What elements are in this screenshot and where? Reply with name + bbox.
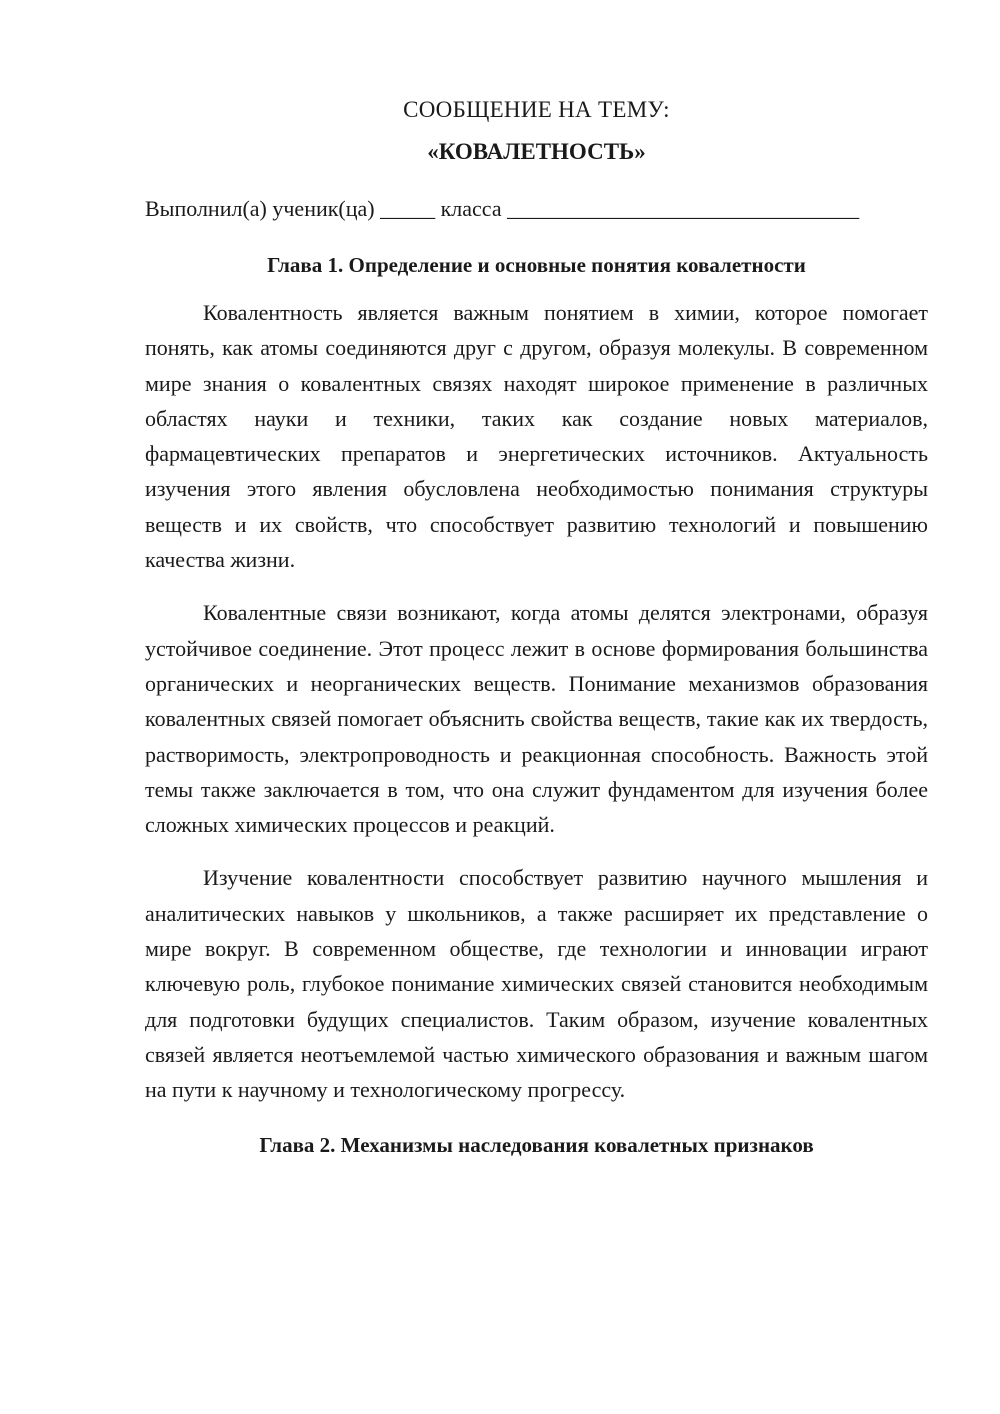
chapter-1-paragraph-2: Ковалентные связи возникают, когда атомы делятся электронами, образуя устойчивое соединение. Этот процесс лежит в основе формирования большинства органических и неорганических веществ. Понимание механизмов образования ковалентных связей помогает объяснить свойства веществ, такие как их твердость, растворимость, электропроводность и реакционная способность. Важность этой темы также заключается в том, что она служит фундаментом для изучения более сложных химических процессов и реакций. [145,600,928,838]
document-title-line1: СООБЩЕНИЕ НА ТЕМУ: [403,97,670,122]
document-page [145,90,928,1160]
chapter-1-heading: Глава 1. Определение и основные понятия ковалетности [267,253,806,277]
chapter-1-paragraph-3: Изучение ковалентности способствует развитию научного мышления и аналитических навыков у школьников, а также расширяет их представление о мире вокруг. В современном обществе, где технологии и инновации играют ключевую роль, глубокое понимание химических связей становится необходимым для подготовки будущих специалистов. Таким образом, изучение ковалентных связей является неотъемлемой частью химического образования и важным шагом на пути к научному и технологическому прогрессу. [145,865,928,1103]
document-title-topic: «КОВАЛЕТНОСТЬ» [427,139,646,164]
chapter-1-paragraph-1: Ковалентность является важным понятием в химии, которое помогает понять, как атомы соединяются друг с другом, образуя молекулы. В современном мире знания о ковалентных связях находят широкое применение в различных областях науки и техники, таких как создание новых материалов, фармацевтических препаратов и энергетических источников. Актуальность изучения этого явления обусловлена необходимостью понимания структуры веществ и их свойств, что способствует развитию технологий и повышению качества жизни. [145,300,928,573]
chapter-2-heading: Глава 2. Механизмы наследования ковалетных признаков [259,1132,814,1157]
author-line: Выполнил(а) ученик(ца) _____ класса ________________________________ [145,196,860,221]
